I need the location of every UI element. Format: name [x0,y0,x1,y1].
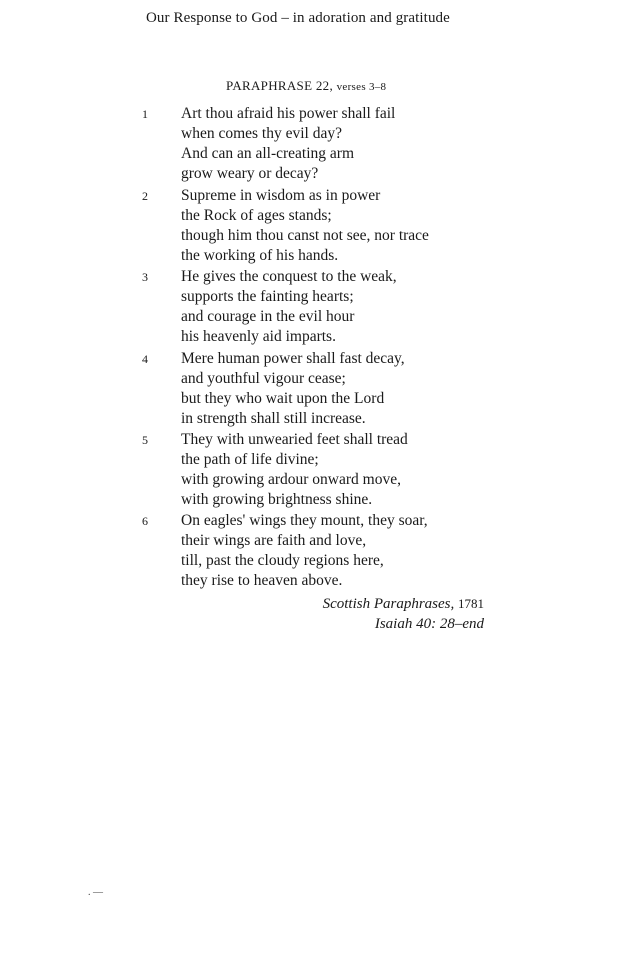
stanza-number: 6 [142,514,148,528]
stanza-number: 5 [142,433,148,447]
attribution-source-line [323,594,484,614]
hymn-verses: verses 3–8 [336,81,387,93]
stanza-lines [181,267,397,347]
verse-line: He gives the conquest to the weak, [181,268,397,285]
hymn-heading [226,78,386,94]
verse-line: but they who wait upon the Lord [181,390,385,407]
verse-line: and youthful vigour cease; [181,370,346,387]
stanza-number: 2 [142,189,148,203]
verse-line: in strength shall still increase. [181,410,366,427]
verse-line: grow weary or decay? [181,165,319,182]
verse-line: Art thou afraid his power shall fail [181,105,396,122]
verse-line: with growing brightness shine. [181,491,373,508]
verse-line: though him thou canst not see, nor trace [181,227,429,244]
scripture-reference: Isaiah 40: 28–end [374,616,484,632]
verse-line: And can an all-creating arm [181,145,354,162]
verse-line: supports the fainting hearts; [181,288,354,305]
stanza-lines [181,349,405,429]
verse-line: On eagles' wings they mount, they soar, [181,512,428,529]
verse-line: Mere human power shall fast decay, [181,350,405,367]
verse-line: and courage in the evil hour [181,308,355,325]
verse-line: their wings are faith and love, [181,532,367,549]
verse-line: when comes thy evil day? [181,125,342,142]
stanza-number: 4 [142,352,148,366]
attribution-year: 1781 [458,596,484,611]
verse-line: his heavenly aid imparts. [181,328,336,345]
running-head: Our Response to God – in adoration and gratitude [146,10,450,26]
verse-line: the working of his hands. [181,247,339,264]
hymn-title: PARAPHRASE 22, [226,78,334,93]
attribution-source: Scottish Paraphrases, [322,596,455,612]
footer-mark: . — [88,887,103,898]
stanza-lines [181,186,429,266]
stanza-lines [181,430,408,510]
verse-line: They with unwearied feet shall tread [181,431,408,448]
verse-line: till, past the cloudy regions here, [181,552,384,569]
stanza-number: 3 [142,270,148,284]
verse-line: the path of life divine; [181,451,319,468]
stanza-lines [181,511,428,591]
verse-line: the Rock of ages stands; [181,207,332,224]
verse-line: with growing ardour onward move, [181,471,401,488]
verse-line: Supreme in wisdom as in power [181,187,381,204]
stanza-lines [181,104,395,184]
stanza-number: 1 [142,107,148,121]
verse-line: they rise to heaven above. [181,572,343,589]
attribution [323,594,484,634]
